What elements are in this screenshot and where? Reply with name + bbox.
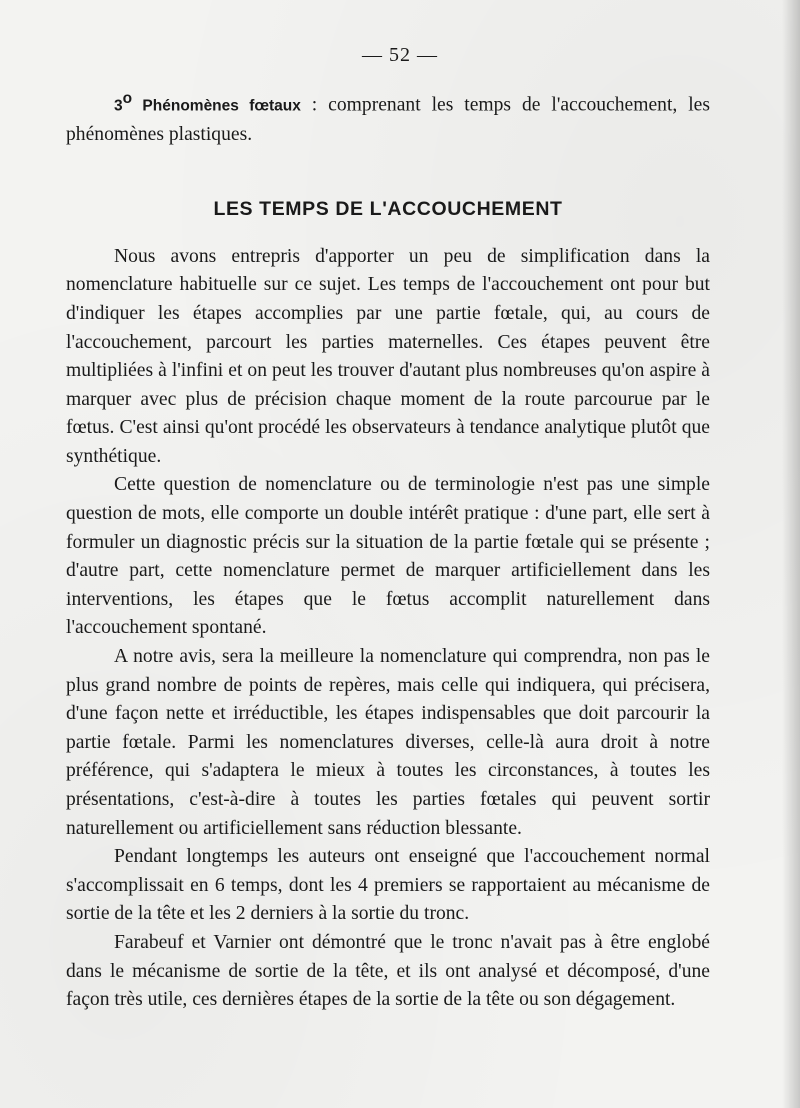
page-number: — 52 — — [362, 44, 438, 66]
paragraph: Farabeuf et Varnier ont démontré que le tronc n'avait pas à être englobé dans le mécanisme de sortie de la tête, et ils ont analysé et décomposé, d'une façon très utile, ces dernières étapes de la sortie de la tête ou son dégagement. — [66, 931, 710, 1011]
page-edge-shadow — [782, 0, 800, 1108]
paragraph: A notre avis, sera la meilleure la nomenclature qui comprendra, non pas le plus grand nombre de points de repères, mais celle qui indiquera, qui précisera, d'une façon nette et irréductible, les étapes indispensables que doit parcourir la partie fœtale. Parmi les nomenclatures diverses, celle-là aura droit à notre préférence, qui s'adaptera le mieux à toutes les circonstances, à toutes les présentations, c'est-à-dire à toutes les parties fœtales qui peuvent sortir naturellement ou artificiellement sans réduction blessante. — [66, 646, 710, 839]
section-heading: LES TEMPS DE L'ACCOUCHEMENT — [213, 197, 563, 220]
item-number: 3 — [114, 97, 123, 115]
paragraph: Pendant longtemps les auteurs ont enseigné que l'accouchement normal s'accomplissait en 6 temps, dont les 4 premiers se rapportaient au mécanisme de sortie de la tête et les 2 derniers à la sortie du tronc. — [66, 846, 710, 925]
item-number-superscript: o — [122, 90, 133, 107]
paragraph: Nous avons entrepris d'apporter un peu de simplification dans la nomenclature habituelle sur ce sujet. Les temps de l'accouchement ont pour but d'indiquer les étapes accomplies par une partie fœtale, qui, au cours de l'accouchement, parcourt les parties maternelles. Ces étapes peuvent être multipliées à l'infini et on peut les trouver d'autant plus nombreuses qu'on aspire à marquer avec plus de précision chaque moment de la route parcourue par le fœtus. C'est ainsi qu'ont procédé les observateurs à tendance analytique plutôt que synthétique. — [66, 245, 710, 467]
paragraph: Cette question de nomenclature ou de terminologie n'est pas une simple question de mots, elle comporte un double intérêt pratique : d'une part, elle sert à formuler un diagnostic précis sur la situation de la partie fœtale qui se présente ; d'autre part, cette nomenclature permet de marquer artificiellement dans les interventions, les étapes que le fœtus accomplit naturellement dans l'accouchement spontané. — [66, 474, 710, 639]
item-label: Phénomènes fœtaux — [132, 97, 301, 115]
intro-paragraph — [66, 85, 710, 150]
item-text: : comprenant les temps de l'accouchement, les phénomènes plastiques. — [66, 94, 710, 146]
body-text — [66, 85, 710, 1015]
